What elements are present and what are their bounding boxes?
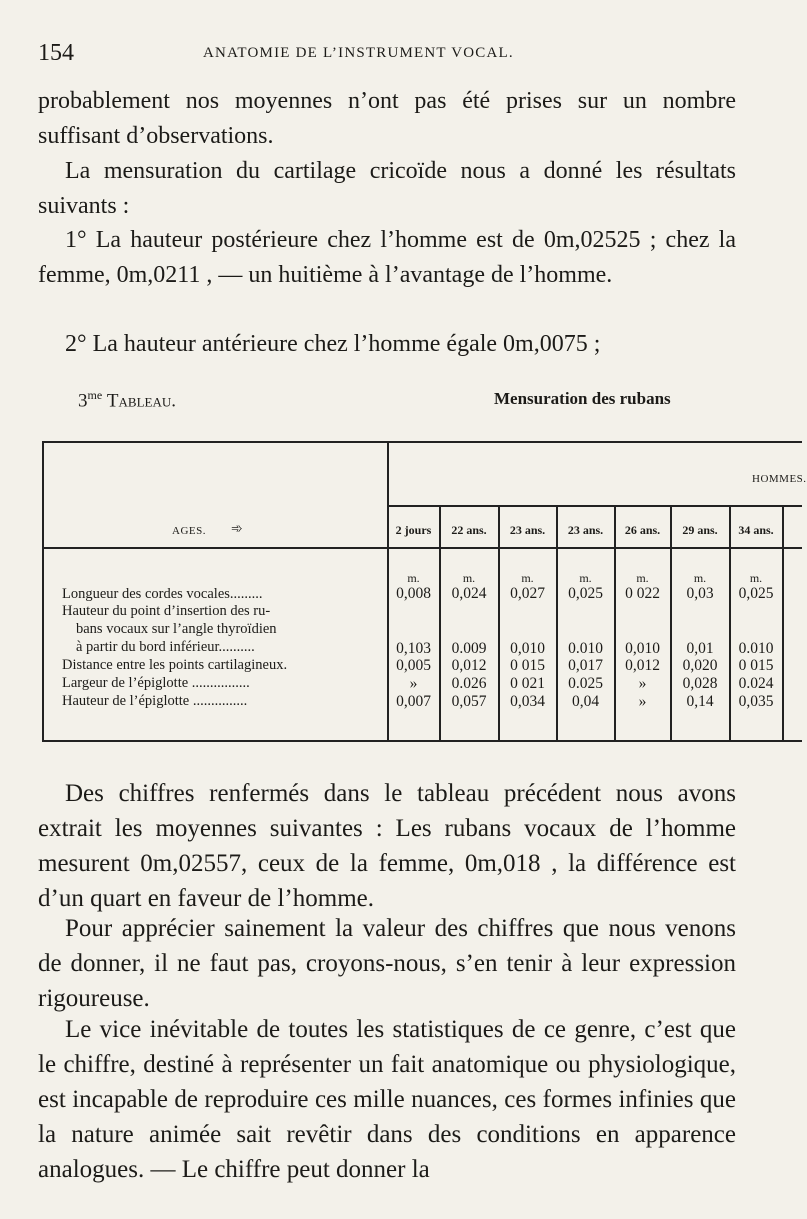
table-cell: 0,034 (510, 693, 545, 710)
table-cell: 0,025 (568, 585, 603, 602)
row-label: Hauteur de l’épiglotte ............... (62, 693, 248, 709)
paragraph-2: La mensuration du cartilage cricoïde nous a donné les résultats suivants : (38, 158, 736, 219)
table-cell: 0,028 (682, 675, 718, 692)
table-cell: 0.010 (568, 640, 603, 657)
paragraph-1: probablement nos moyennes n’ont pas été prises sur un nombre suffisant d’observations. (38, 88, 736, 149)
table-cell: 0 021 (510, 675, 545, 692)
table-cell: 0,005 (396, 657, 431, 674)
column-header: 23 ans. (509, 523, 546, 537)
table-cell: 0.025 (568, 675, 603, 692)
paragraph-6: Pour apprécier sainement la valeur des chiffres que nous venons de donner, il ne faut pas, croyons-nous, s’en tenir à leur expression rigoureuse. (38, 915, 736, 1012)
table-cell: 0.026 (451, 675, 487, 692)
table-number-label: $3^{me}$ Tableau. (78, 388, 176, 412)
arrow-right-icon: ➾ (231, 521, 243, 537)
table-cell: 0,027 (510, 585, 545, 602)
table-cell: 0.009 (451, 640, 487, 657)
table-cell: » (409, 675, 418, 692)
table-cell: 0,01 (686, 640, 714, 657)
unit-label: m. (579, 571, 592, 585)
column-header: 34 ans. (738, 523, 774, 537)
table-cell: 0,010 (510, 640, 545, 657)
table-cell: 0,008 (396, 585, 431, 602)
table-cell: » (638, 675, 647, 692)
table-cell: 0 015 (738, 657, 774, 674)
table-cell: 0,024 (451, 585, 487, 602)
table-cell: 0.010 (738, 640, 774, 657)
table-cell: 0,012 (625, 657, 660, 674)
table-cell: 0,057 (451, 693, 487, 710)
unit-label: m. (693, 571, 707, 585)
table-cell: 0,010 (625, 640, 660, 657)
ages-label: AGES. (172, 525, 206, 537)
group-label-hommes: HOMMES. (752, 473, 807, 485)
table-cell: 0,020 (682, 657, 718, 674)
table-cell: 0 022 (625, 585, 660, 602)
table-cell: 0,04 (571, 693, 600, 710)
table-cell: 0,017 (568, 657, 603, 674)
unit-label: m. (636, 571, 649, 585)
row-label: à partir du bord inférieur.......... (76, 639, 255, 655)
unit-label: m. (521, 571, 534, 585)
table-cell: 0,025 (738, 585, 774, 602)
table-cell: 0,14 (686, 693, 714, 710)
running-head: ANATOMIE DE L’INSTRUMENT VOCAL. (203, 45, 514, 61)
unit-label: m. (749, 571, 763, 585)
row-label: Largeur de l’épiglotte ................ (62, 675, 250, 691)
unit-label: m. (407, 571, 420, 585)
unit-label: m. (462, 571, 476, 585)
paragraph-7: Le vice inévitable de toutes les statistiques de ce genre, c’est que le chiffre, destiné à représenter un fait anatomique ou physiologique, est incapable de reproduire ces mille nuances, ces formes infinies que la nature animée sait revêtir dans des conditions en apparence analogues. — Le chiffre peut donner la (38, 1016, 736, 1183)
row-label: Longueur des cordes vocales......... (62, 586, 263, 602)
paragraph-5: Des chiffres renfermés dans le tableau précédent nous avons extrait les moyennes suivantes : Les rubans vocaux de l’homme mesurent 0m,02557, ceux de la femme, 0m,018 , la différence est d’un quart en faveur de l’homme. (38, 780, 736, 912)
page-header (38, 40, 770, 70)
table-cell: 0.024 (738, 675, 774, 692)
table-cell: 0,035 (738, 693, 774, 710)
measurement-table (42, 441, 807, 742)
row-label: Distance entre les points cartilagineux. (62, 657, 288, 673)
column-header: 22 ans. (451, 523, 487, 537)
table-cell: 0 015 (510, 657, 545, 674)
column-header: 29 ans. (682, 523, 718, 537)
table-cell: 0,007 (396, 693, 431, 710)
column-header: 26 ans. (624, 523, 661, 537)
table-title: Mensuration des rubans (494, 389, 671, 408)
table-cell: 0,012 (451, 657, 487, 674)
column-header: 23 ans. (567, 523, 604, 537)
column-header: 2 jours (395, 523, 432, 537)
table-cell: 0,03 (686, 585, 714, 602)
paragraph-4: 2° La hauteur antérieure chez l’homme égale 0m,0075 ; (65, 331, 601, 357)
page-number: 154 (38, 40, 74, 66)
row-label: bans vocaux sur l’angle thyroïdien (76, 621, 277, 637)
paragraph-3: 1° La hauteur postérieure chez l’homme est de 0m,02525 ; chez la femme, 0m,0211 , — un huitième à l’avantage de l’homme. (38, 227, 736, 288)
row-label: Hauteur du point d’insertion des ru- (62, 603, 271, 619)
table-cell: » (638, 693, 647, 710)
table-cell: 0,103 (396, 640, 431, 657)
